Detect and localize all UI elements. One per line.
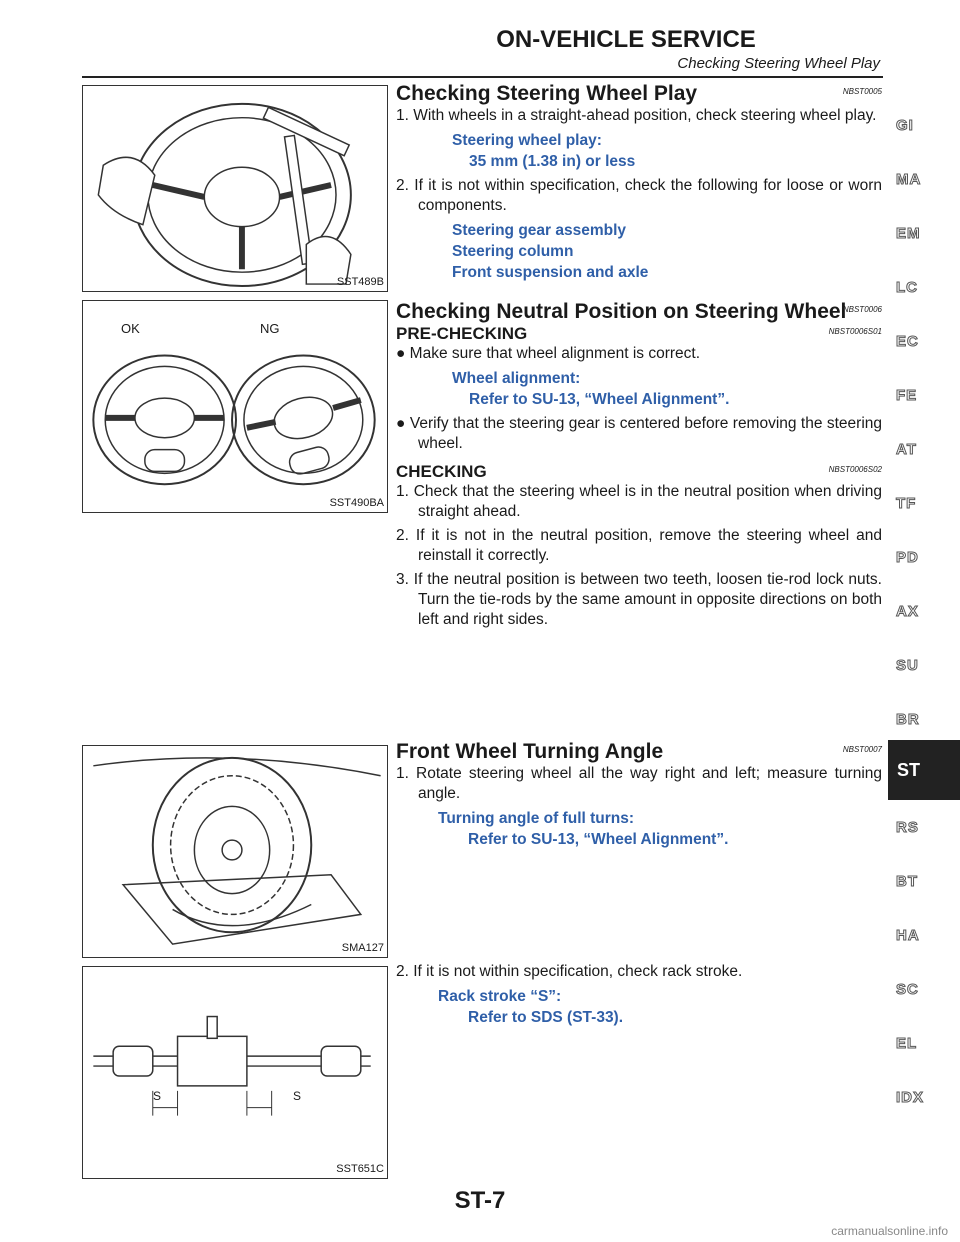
- subsection-code: NBST0006S02: [828, 465, 882, 474]
- step-3: 3. If the neutral position is between two teeth, loosen tie-rod lock nuts. Turn the tie-rods by the same amount in opposite directions on both left and right sides.: [396, 571, 882, 628]
- page-number: ST-7: [454, 1187, 506, 1214]
- section-neutral-position: [396, 300, 882, 634]
- figure-code: SST489B: [336, 276, 384, 288]
- section-title: Front Wheel Turning Angle NBST0007: [396, 740, 882, 763]
- tab-idx[interactable]: IDX: [896, 1089, 925, 1106]
- tab-rs[interactable]: RS: [896, 819, 919, 836]
- figure-code: SST490BA: [329, 497, 384, 509]
- subsection-code: NBST0006S01: [828, 327, 882, 336]
- tab-st-active[interactable]: [888, 740, 960, 800]
- tab-su[interactable]: SU: [896, 657, 919, 674]
- tab-el[interactable]: EL: [896, 1035, 918, 1052]
- tab-br[interactable]: BR: [896, 711, 920, 728]
- tab-ax[interactable]: AX: [896, 603, 919, 620]
- spec-label: Rack stroke “S”:: [438, 988, 562, 1005]
- steering-wheel-caliper-illustration: [83, 86, 387, 291]
- tab-pd[interactable]: PD: [896, 549, 919, 566]
- rack-stroke-illustration: [83, 967, 387, 1178]
- subsection-title: CHECKING NBST0006S02: [396, 462, 882, 481]
- spec-value: Refer to SDS (ST-33).: [468, 1009, 624, 1026]
- figure-neutral-position: [82, 300, 388, 513]
- step-2: 2. If it is not within specification, check the following for loose or worn components.: [396, 177, 882, 214]
- active-tab-label: ST: [897, 759, 921, 780]
- section-code: NBST0007: [842, 745, 882, 754]
- page-header-title: ON-VEHICLE SERVICE: [496, 26, 756, 53]
- tab-gi[interactable]: GI: [896, 117, 914, 134]
- component-item: Front suspension and axle: [452, 264, 649, 281]
- section-steering-wheel-play: [396, 82, 882, 283]
- spec-label: Turning angle of full turns:: [438, 810, 635, 827]
- tab-ma[interactable]: MA: [896, 171, 922, 188]
- figure-turning-angle: [82, 745, 388, 958]
- spec-value: 35 mm (1.38 in) or less: [469, 153, 636, 170]
- step-1: 1. With wheels in a straight-ahead position, check steering wheel play.: [396, 107, 877, 124]
- section-code: NBST0006: [842, 305, 882, 314]
- subsection-title: PRE-CHECKING NBST0006S01: [396, 324, 882, 343]
- page-header-subtitle: Checking Steering Wheel Play: [677, 55, 880, 72]
- tab-fe[interactable]: FE: [896, 387, 918, 404]
- section-code: NBST0005: [842, 87, 882, 96]
- s-label-left: S: [153, 1089, 162, 1103]
- step-2: 2. If it is not within specification, check rack stroke.: [396, 963, 743, 980]
- component-item: Steering gear assembly: [452, 222, 627, 239]
- bullet-item: ● Verify that the steering gear is centered before removing the steering wheel.: [396, 415, 882, 452]
- section-turning-angle: [396, 740, 882, 850]
- tab-bt[interactable]: BT: [896, 873, 918, 890]
- watermark: carmanualsonline.info: [831, 1224, 948, 1238]
- tab-tf[interactable]: TF: [896, 495, 917, 512]
- tab-lc[interactable]: LC: [896, 279, 918, 296]
- ok-label: OK: [121, 321, 140, 336]
- step-1: 1. Check that the steering wheel is in the neutral position when driving straight ahead.: [396, 483, 882, 520]
- figure-steering-wheel-play: [82, 85, 388, 292]
- figure-rack-stroke: [82, 966, 388, 1179]
- figure-code: SMA127: [341, 942, 384, 954]
- tab-ha[interactable]: HA: [896, 927, 920, 944]
- spec-value: Refer to SU-13, “Wheel Alignment”.: [469, 391, 730, 408]
- ng-label: NG: [260, 321, 280, 336]
- step-1: 1. Rotate steering wheel all the way right and left; measure turning angle.: [396, 765, 882, 802]
- tab-em[interactable]: EM: [896, 225, 921, 242]
- s-label-right: S: [293, 1089, 302, 1103]
- tab-ec[interactable]: EC: [896, 333, 919, 350]
- component-item: Steering column: [452, 243, 574, 260]
- bullet-item: ● Make sure that wheel alignment is correct.: [396, 345, 700, 362]
- figure-code: SST651C: [336, 1163, 384, 1175]
- spec-label: Steering wheel play:: [452, 132, 602, 149]
- tab-at[interactable]: AT: [896, 441, 917, 458]
- spec-label: Wheel alignment:: [452, 370, 581, 387]
- wheel-turntable-illustration: [83, 746, 387, 957]
- section-title: Checking Steering Wheel Play NBST0005: [396, 82, 882, 105]
- tab-sc[interactable]: SC: [896, 981, 919, 998]
- section-title: Checking Neutral Position on Steering Wheel NBST0006: [396, 300, 882, 323]
- header-rule: [82, 76, 883, 78]
- step-2: 2. If it is not in the neutral position, remove the steering wheel and reinstall it correctly.: [396, 527, 882, 564]
- spec-value: Refer to SU-13, “Wheel Alignment”.: [468, 831, 729, 848]
- section-rack-stroke: [396, 962, 882, 1028]
